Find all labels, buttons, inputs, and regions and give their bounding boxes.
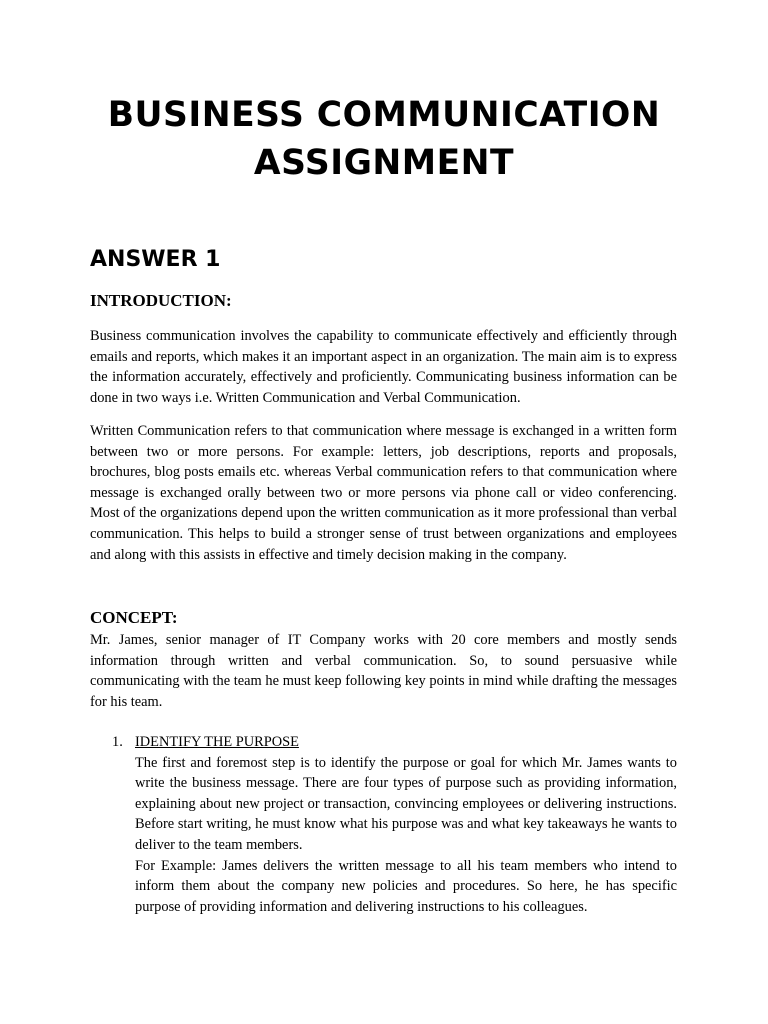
list-item-body: The first and foremost step is to identify the purpose or goal for which Mr. James wants to write the business message. There are four types of purpose such as providing information, explaining about new project or transaction, convincing employees or delivering instructions. Before start writing, he must know what his purpose was and what key takeaways he wants to deliver to the team members. xyxy=(135,754,677,853)
list-item-title: IDENTIFY THE PURPOSE xyxy=(135,734,299,750)
introduction-paragraph-2: Written Communication refers to that communication where message is exchanged in a written form between two or more persons. For example: letters, job descriptions, reports and proposals, brochures, blog posts emails etc. whereas Verbal communication refers to that communication where message is exchanged orally between two or more persons via phone call or video conferencing. Most of the organizations depend upon the written communication as it more professional than verbal communication. This helps to build a stronger sense of trust between organizations and employees and along with this assists in effective and timely decision making in the company. xyxy=(90,423,677,563)
introduction-paragraph-1: Business communication involves the capability to communicate effectively and efficiently through emails and reports, which makes it an important aspect in an organization. The main aim is to express the information accurately, effectively and proficiently. Communicating business information can be done in two ways i.e. Written Communication and Verbal Communication. xyxy=(90,328,677,406)
list-item-example: For Example: James delivers the written message to all his team members who intend to inform them about the company new policies and procedures. So here, he has specific purpose of providing information and delivering instructions to his colleagues. xyxy=(135,857,677,915)
concept-heading: CONCEPT: xyxy=(90,608,178,627)
answer-heading: ANSWER 1 xyxy=(90,247,221,272)
introduction-heading: INTRODUCTION: xyxy=(90,291,232,310)
document-title-line-1: BUSINESS COMMUNICATION xyxy=(107,95,661,135)
document-title-line-2: ASSIGNMENT xyxy=(253,143,515,183)
list-item-number: 1. xyxy=(112,734,123,750)
document-title xyxy=(60,91,708,187)
list-item xyxy=(90,732,677,917)
key-points-list xyxy=(90,732,677,917)
concept-paragraph: Mr. James, senior manager of IT Company works with 20 core members and mostly sends information through written and verbal communication. So, to sound persuasive while communicating with the team he must keep following key points in mind while drafting the messages for his team. xyxy=(90,632,677,710)
